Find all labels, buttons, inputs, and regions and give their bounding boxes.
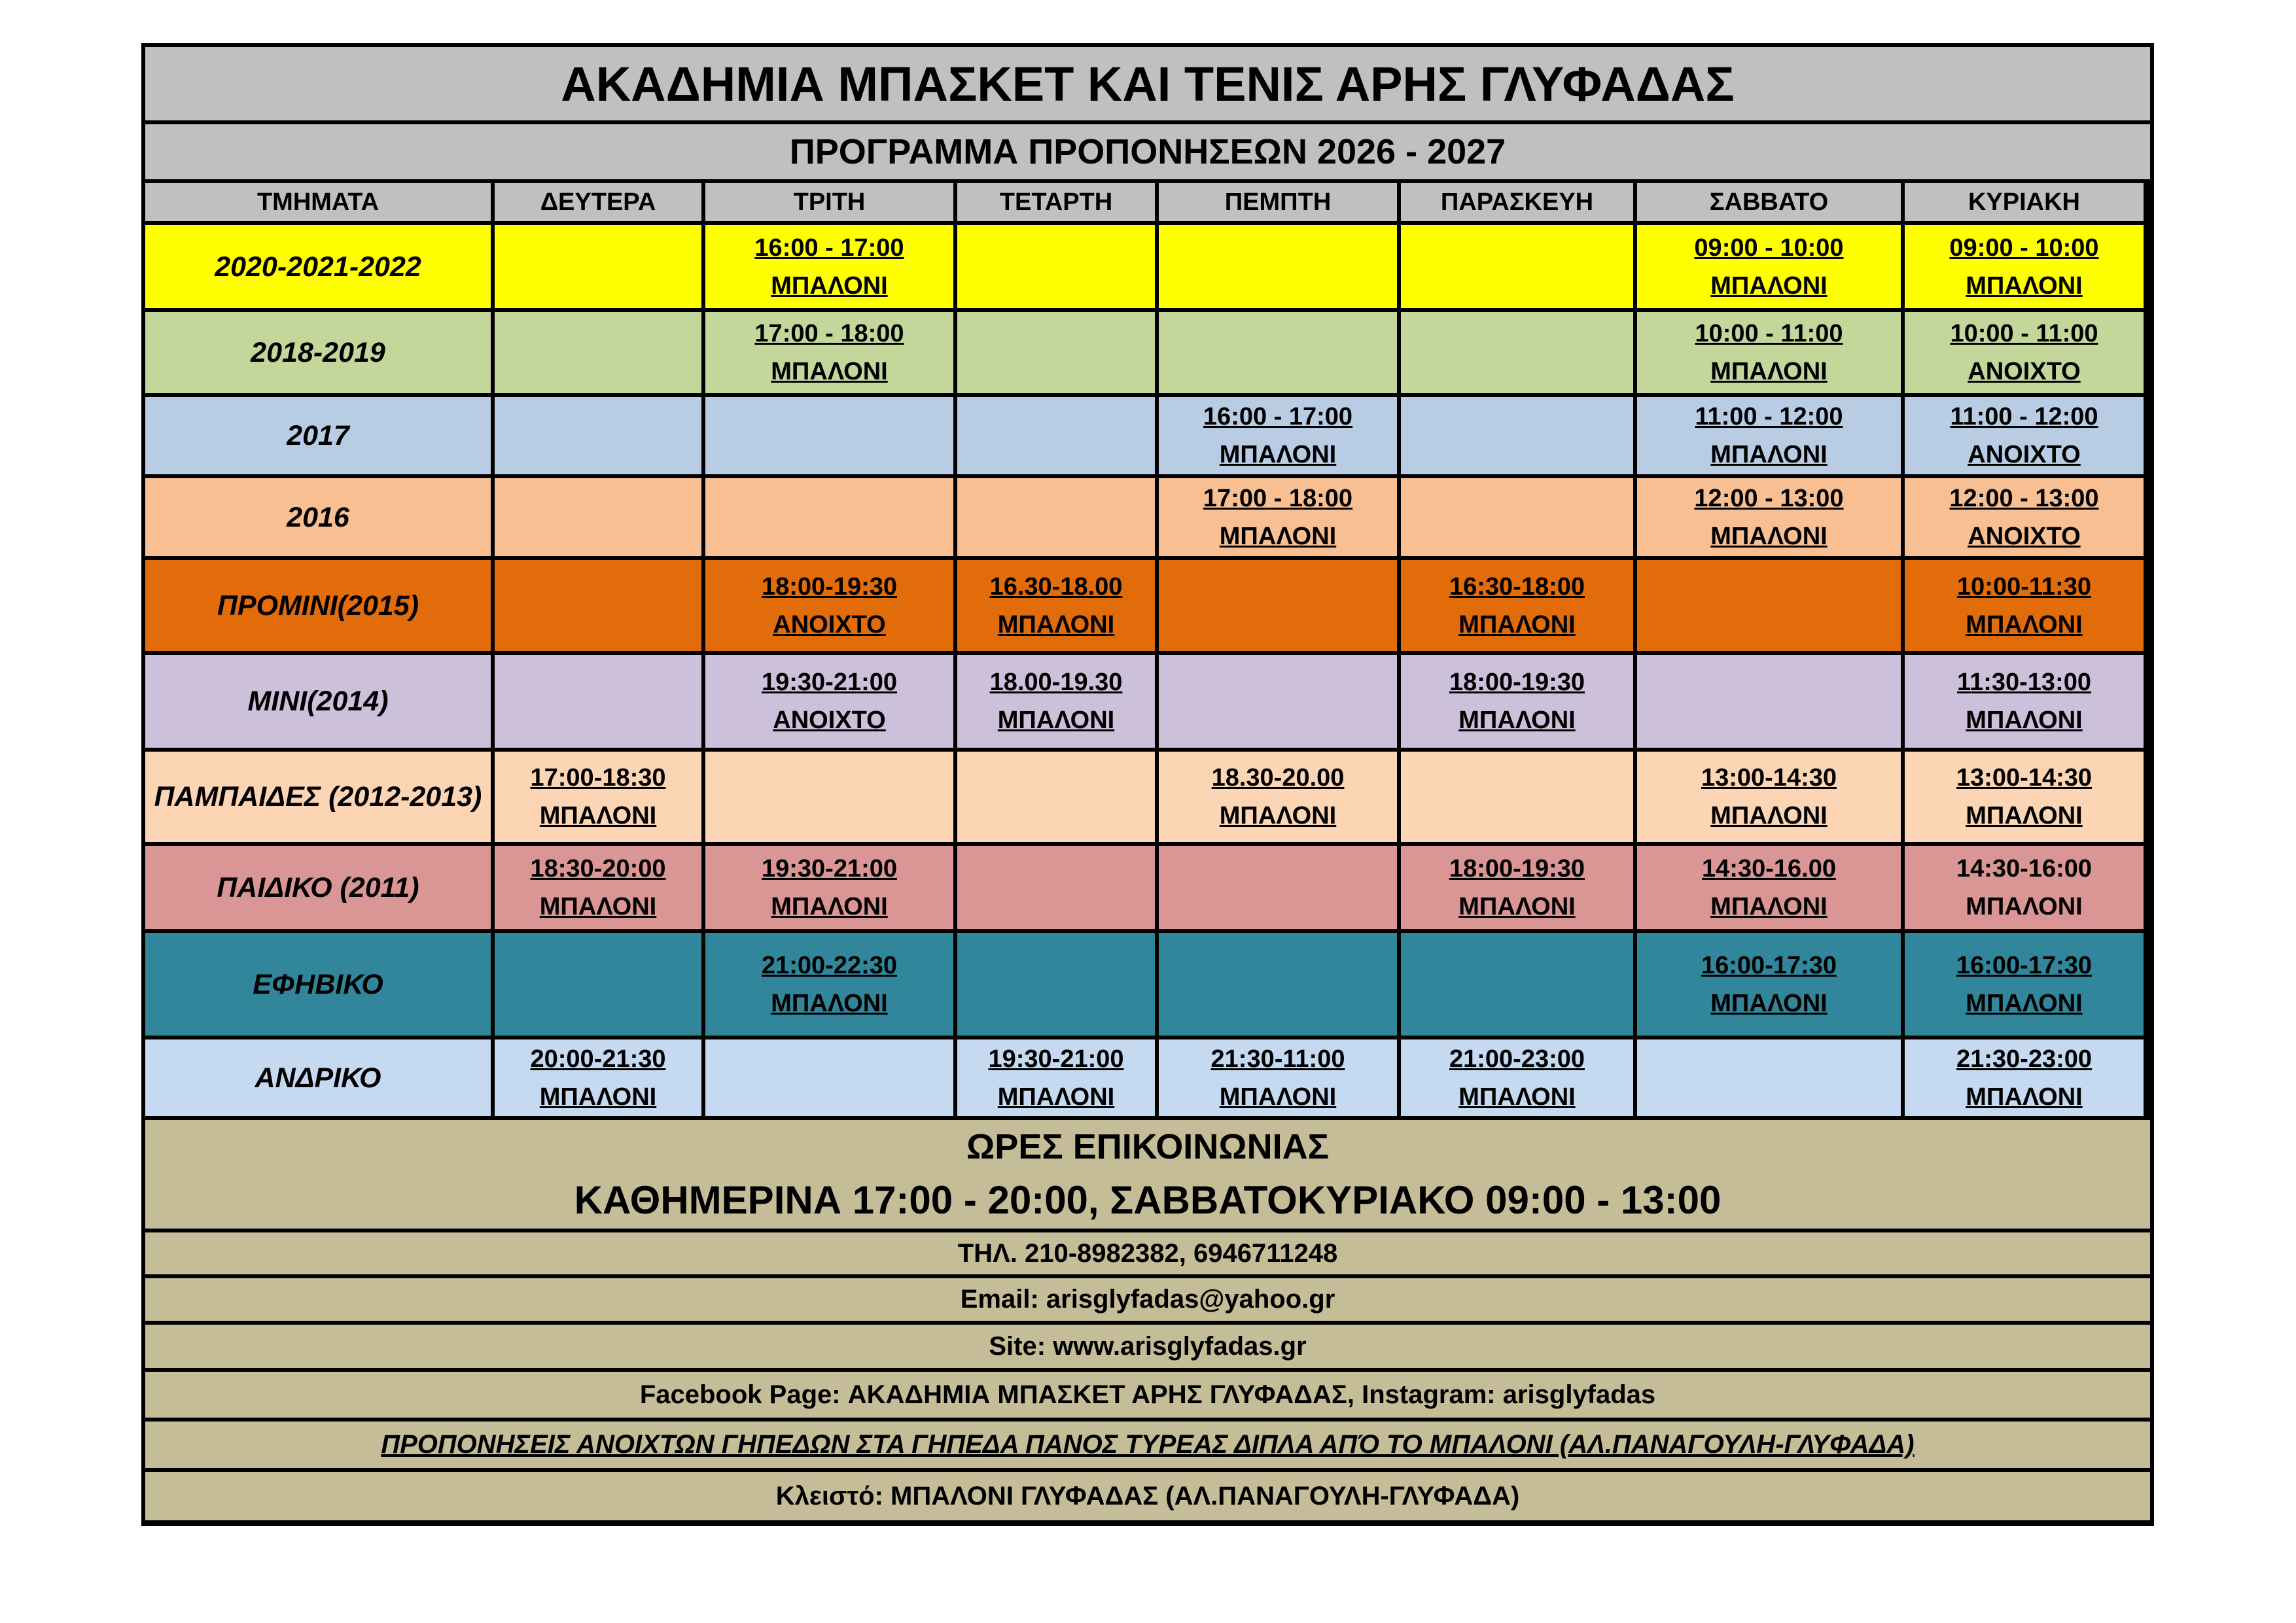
- session-time: 09:00 - 10:00: [1694, 234, 1844, 262]
- session-cell: [705, 933, 953, 1036]
- session-location: ΑΝΟΙΧΤΟ: [1968, 358, 2081, 385]
- group-label: 2017: [145, 397, 491, 474]
- column-header-groups: ΤΜΗΜΑΤΑ: [145, 183, 491, 221]
- session-cell: [1905, 752, 2144, 842]
- session-location: ΜΠΑΛΟΝΙ: [1710, 989, 1828, 1017]
- session-cell: [1637, 752, 1901, 842]
- column-header-day: ΔΕΥΤΕΡΑ: [495, 183, 701, 221]
- session-time: 16:00-17:30: [1956, 951, 2093, 979]
- session-cell: [1159, 397, 1397, 474]
- session-time: 18:00-19:30: [1449, 669, 1585, 696]
- table-row: [145, 752, 2150, 842]
- empty-cell: [1401, 225, 1633, 308]
- table-row: [145, 397, 2150, 474]
- session-location: ΜΠΑΛΟΝΙ: [997, 1083, 1115, 1111]
- session-time: 14:30-16:00: [1956, 854, 2093, 882]
- empty-cell: [957, 312, 1155, 393]
- table-row: [145, 1039, 2150, 1116]
- session-location: ΑΝΟΙΧΤΟ: [1968, 522, 2081, 550]
- session-cell: [1905, 1039, 2144, 1116]
- session-location: ΜΠΑΛΟΝΙ: [1710, 892, 1828, 920]
- session-location: ΜΠΑΛΟΝΙ: [1710, 358, 1828, 385]
- empty-cell: [957, 397, 1155, 474]
- session-time: 16:00-17:30: [1701, 951, 1837, 979]
- session-location: ΜΠΑΛΟΝΙ: [1458, 1083, 1576, 1111]
- session-cell: [1401, 655, 1633, 748]
- group-label: ΑΝΔΡΙΚΟ: [145, 1039, 491, 1116]
- session-cell: [1401, 1039, 1633, 1116]
- column-header-day: ΤΡΙΤΗ: [705, 183, 953, 221]
- session-time: 18:00-19:30: [761, 572, 898, 601]
- empty-cell: [1401, 478, 1633, 556]
- session-location: ΜΠΑΛΟΝΙ: [771, 271, 888, 300]
- session-time: 19:30-21:00: [761, 669, 898, 696]
- session-location: ΜΠΑΛΟΝΙ: [1710, 522, 1828, 550]
- page-subtitle: ΠΡΟΓΡΑΜΜΑ ΠΡΟΠΟΝΗΣΕΩΝ 2026 - 2027: [145, 124, 2150, 179]
- empty-cell: [1159, 312, 1397, 393]
- session-cell: [1159, 478, 1397, 556]
- session-location: ΜΠΑΛΟΝΙ: [1219, 1083, 1337, 1111]
- session-location: ΜΠΑΛΟΝΙ: [771, 358, 888, 385]
- table-row: [145, 560, 2150, 651]
- session-cell: [1905, 225, 2144, 308]
- column-header-day: ΤΕΤΑΡΤΗ: [957, 183, 1155, 221]
- group-label: ΠΑΙΔΙΚΟ (2011): [145, 846, 491, 929]
- session-location: ΜΠΑΛΟΝΙ: [539, 802, 657, 829]
- session-cell: [1905, 846, 2144, 929]
- table-row: [145, 478, 2150, 556]
- session-cell: [1905, 655, 2144, 748]
- column-header-day: ΠΕΜΠΤΗ: [1159, 183, 1397, 221]
- session-cell: [495, 752, 701, 842]
- group-label: ΠΑΜΠΑΙΔΕΣ (2012-2013): [145, 752, 491, 842]
- session-location: ΜΠΑΛΟΝΙ: [1966, 707, 2083, 734]
- session-location: ΜΠΑΛΟΝΙ: [1966, 1083, 2083, 1111]
- group-label: ΜΙΝΙ(2014): [145, 655, 491, 748]
- session-location: ΜΠΑΛΟΝΙ: [1966, 892, 2083, 920]
- session-cell: [1637, 478, 1901, 556]
- empty-cell: [495, 478, 701, 556]
- table-header-row: [145, 183, 2150, 221]
- session-cell: [1905, 933, 2144, 1036]
- empty-cell: [1401, 312, 1633, 393]
- session-time: 14:30-16.00: [1702, 854, 1836, 882]
- empty-cell: [495, 933, 701, 1036]
- session-time: 10:00-11:30: [1957, 572, 2091, 601]
- session-time: 19:30-21:00: [988, 1045, 1124, 1073]
- session-time: 09:00 - 10:00: [1949, 234, 2099, 262]
- empty-cell: [495, 225, 701, 308]
- session-location: ΑΝΟΙΧΤΟ: [773, 610, 886, 638]
- column-header-day: ΣΑΒΒΑΤΟ: [1637, 183, 1901, 221]
- phone-line: ΤΗΛ. 210-8982382, 6946711248: [145, 1232, 2150, 1274]
- session-time: 17:00 - 18:00: [754, 320, 904, 347]
- session-cell: [705, 655, 953, 748]
- session-cell: [1637, 312, 1901, 393]
- session-cell: [1905, 397, 2144, 474]
- empty-cell: [705, 1039, 953, 1116]
- empty-cell: [957, 478, 1155, 556]
- page-title: ΑΚΑΔΗΜΙΑ ΜΠΑΣΚΕΤ ΚΑΙ ΤΕΝΙΣ ΑΡΗΣ ΓΛΥΦΑΔΑΣ: [145, 47, 2150, 120]
- session-time: 12:00 - 13:00: [1949, 484, 2099, 512]
- table-row: [145, 655, 2150, 748]
- session-cell: [957, 1039, 1155, 1116]
- empty-cell: [495, 397, 701, 474]
- group-label: 2020-2021-2022: [145, 225, 491, 308]
- empty-cell: [1637, 560, 1901, 651]
- session-cell: [1637, 933, 1901, 1036]
- session-location: ΑΝΟΙΧΤΟ: [773, 707, 886, 734]
- table-row: [145, 846, 2150, 929]
- group-label: 2016: [145, 478, 491, 556]
- contact-hours-title: ΩΡΕΣ ΕΠΙΚΟΙΝΩΝΙΑΣ: [966, 1127, 1329, 1166]
- session-cell: [1401, 846, 1633, 929]
- session-cell: [705, 560, 953, 651]
- session-location: ΜΠΑΛΟΝΙ: [1458, 892, 1576, 920]
- indoor-court-note: Κλειστό: ΜΠΑΛΟΝΙ ΓΛΥΦΑΔΑΣ (ΑΛ.ΠΑΝΑΓΟΥΛΗ-ΓΛΥΦΑΔΑ): [145, 1472, 2150, 1520]
- session-time: 18:30-20:00: [530, 854, 666, 882]
- session-time: 16:30-18:00: [1449, 572, 1585, 601]
- empty-cell: [1159, 846, 1397, 929]
- session-cell: [1159, 752, 1397, 842]
- session-cell: [705, 846, 953, 929]
- session-time: 21:30-11:00: [1210, 1045, 1345, 1073]
- session-time: 18.00-19.30: [989, 669, 1123, 696]
- session-time: 10:00 - 11:00: [1950, 320, 2098, 347]
- session-location: ΜΠΑΛΟΝΙ: [1966, 802, 2083, 829]
- empty-cell: [495, 655, 701, 748]
- session-location: ΜΠΑΛΟΝΙ: [1219, 441, 1337, 468]
- session-time: 17:00 - 18:00: [1203, 484, 1353, 512]
- session-location: ΜΠΑΛΟΝΙ: [539, 892, 657, 920]
- table-row: [145, 933, 2150, 1036]
- session-location: ΜΠΑΛΟΝΙ: [1966, 271, 2083, 300]
- session-location: ΜΠΑΛΟΝΙ: [1710, 802, 1828, 829]
- table-row: [145, 225, 2150, 308]
- session-location: ΜΠΑΛΟΝΙ: [1710, 441, 1828, 468]
- empty-cell: [1159, 225, 1397, 308]
- session-location: ΜΠΑΛΟΝΙ: [1710, 271, 1828, 300]
- session-time: 18.30-20.00: [1211, 764, 1345, 792]
- session-cell: [705, 225, 953, 308]
- session-cell: [1637, 397, 1901, 474]
- session-location: ΜΠΑΛΟΝΙ: [1966, 989, 2083, 1017]
- session-time: 19:30-21:00: [761, 854, 898, 882]
- group-label: 2018-2019: [145, 312, 491, 393]
- empty-cell: [1159, 655, 1397, 748]
- session-time: 20:00-21:30: [530, 1045, 666, 1073]
- session-location: ΜΠΑΛΟΝΙ: [771, 892, 888, 920]
- empty-cell: [1637, 1039, 1901, 1116]
- session-time: 11:00 - 12:00: [1950, 403, 2098, 430]
- session-time: 18:00-19:30: [1449, 854, 1585, 882]
- empty-cell: [957, 225, 1155, 308]
- social-line: Facebook Page: ΑΚΑΔΗΜΙΑ ΜΠΑΣΚΕΤ ΑΡΗΣ ΓΛΥΦΑΔΑΣ, Instagram: arisglyfadas: [145, 1372, 2150, 1418]
- session-cell: [1401, 560, 1633, 651]
- contact-hours-text: ΚΑΘΗΜΕΡΙΝΑ 17:00 - 20:00, ΣΑΒΒΑΤΟΚΥΡΙΑΚΟ 09:00 - 13:00: [574, 1178, 1722, 1222]
- session-location: ΜΠΑΛΟΝΙ: [1219, 802, 1337, 829]
- session-location: ΜΠΑΛΟΝΙ: [1458, 610, 1576, 638]
- empty-cell: [705, 478, 953, 556]
- empty-cell: [1637, 655, 1901, 748]
- site-line: Site: www.arisglyfadas.gr: [145, 1325, 2150, 1368]
- session-location: ΜΠΑΛΟΝΙ: [1219, 522, 1337, 550]
- session-location: ΜΠΑΛΟΝΙ: [997, 707, 1115, 734]
- empty-cell: [1401, 752, 1633, 842]
- session-time: 13:00-14:30: [1701, 764, 1837, 792]
- empty-cell: [957, 933, 1155, 1036]
- session-time: 11:30-13:00: [1957, 669, 2091, 696]
- outdoor-courts-note: ΠΡΟΠΟΝΗΣΕΙΣ ΑΝΟΙΧΤΩΝ ΓΗΠΕΔΩΝ ΣΤΑ ΓΗΠΕΔΑ ΠΑΝΟΣ ΤΥΡΕΑΣ ΔΙΠΛΑ ΑΠΌ ΤΟ ΜΠΑΛΟΝΙ (ΑΛ.ΠΑΝΑΓΟΥΛΗ-ΓΛΥΦΑΔΑ): [381, 1430, 1915, 1459]
- session-location: ΜΠΑΛΟΝΙ: [997, 610, 1115, 638]
- session-cell: [1905, 312, 2144, 393]
- empty-cell: [495, 312, 701, 393]
- group-label: ΠΡΟΜΙΝΙ(2015): [145, 560, 491, 651]
- session-time: 21:00-22:30: [761, 951, 898, 979]
- session-location: ΜΠΑΛΟΝΙ: [1458, 707, 1576, 734]
- session-location: ΜΠΑΛΟΝΙ: [1966, 610, 2083, 638]
- session-time: 16.30-18.00: [989, 572, 1123, 601]
- empty-cell: [957, 752, 1155, 842]
- session-time: 21:30-23:00: [1956, 1045, 2093, 1073]
- empty-cell: [495, 560, 701, 651]
- session-cell: [957, 560, 1155, 651]
- empty-cell: [1401, 397, 1633, 474]
- empty-cell: [1401, 933, 1633, 1036]
- table-row: [145, 312, 2150, 393]
- session-time: 13:00-14:30: [1956, 764, 2093, 792]
- session-cell: [1905, 478, 2144, 556]
- empty-cell: [705, 752, 953, 842]
- session-time: 17:00-18:30: [530, 764, 666, 792]
- column-header-day: ΠΑΡΑΣΚΕΥΗ: [1401, 183, 1633, 221]
- session-location: ΜΠΑΛΟΝΙ: [771, 989, 888, 1017]
- empty-cell: [1159, 933, 1397, 1036]
- session-time: 12:00 - 13:00: [1694, 484, 1844, 512]
- session-cell: [1159, 1039, 1397, 1116]
- session-time: 10:00 - 11:00: [1695, 320, 1843, 347]
- group-label: ΕΦΗΒΙΚΟ: [145, 933, 491, 1036]
- session-time: 16:00 - 17:00: [754, 234, 904, 262]
- empty-cell: [705, 397, 953, 474]
- session-cell: [495, 846, 701, 929]
- session-cell: [957, 655, 1155, 748]
- session-cell: [495, 1039, 701, 1116]
- session-cell: [705, 312, 953, 393]
- contact-hours-block: [145, 1120, 2150, 1229]
- session-location: ΑΝΟΙΧΤΟ: [1968, 441, 2081, 468]
- session-time: 21:00-23:00: [1449, 1045, 1585, 1073]
- column-header-day: ΚΥΡΙΑΚΗ: [1905, 183, 2144, 221]
- session-time: 16:00 - 17:00: [1203, 403, 1353, 430]
- session-location: ΜΠΑΛΟΝΙ: [539, 1083, 657, 1111]
- empty-cell: [957, 846, 1155, 929]
- session-cell: [1637, 846, 1901, 929]
- schedule-sheet: [141, 43, 2154, 1526]
- email-line: Email: arisglyfadas@yahoo.gr: [145, 1278, 2150, 1321]
- session-cell: [1905, 560, 2144, 651]
- session-time: 11:00 - 12:00: [1695, 403, 1843, 430]
- empty-cell: [1159, 560, 1397, 651]
- session-cell: [1637, 225, 1901, 308]
